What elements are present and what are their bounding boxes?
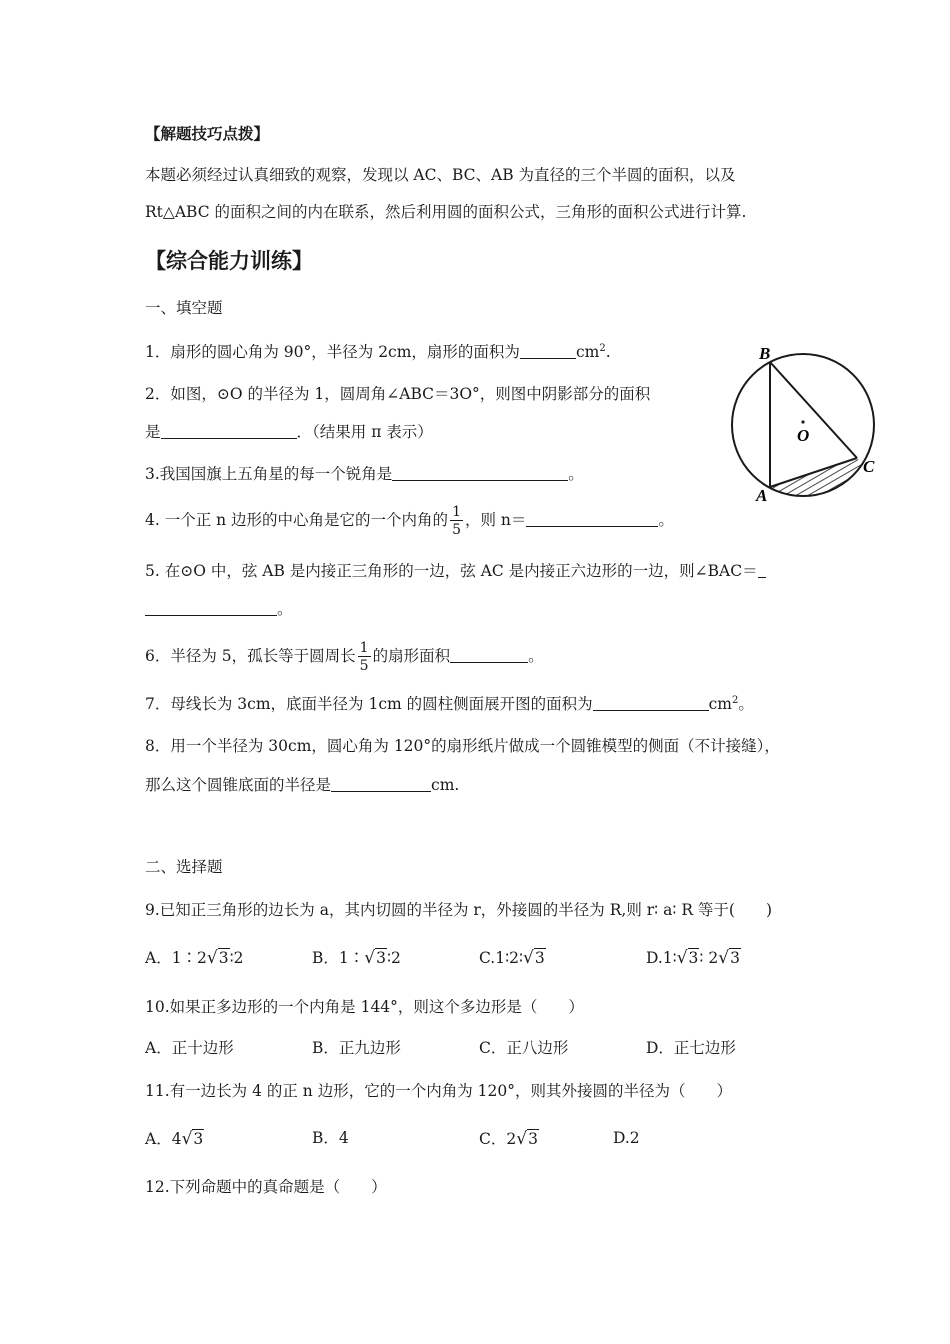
radicand: 3 <box>376 949 386 967</box>
choice-section-title: 二、选择题 <box>145 858 223 876</box>
option-11d[interactable]: D.2 <box>613 1129 640 1147</box>
period: 。 <box>658 511 674 529</box>
option-text: C．2 <box>479 1130 517 1148</box>
question-11: 11.有一边长为 4 的正 n 边形，它的一个内角为 120°，则其外接圆的半径为（ ） <box>145 1082 732 1100</box>
unit-cm: cm. <box>431 776 460 794</box>
period: 。 <box>738 695 754 713</box>
question-9-options <box>145 950 845 972</box>
question-10-options <box>145 1041 845 1061</box>
label-a: A <box>756 486 768 504</box>
question-4-text: 4. 一个正 n 边形的中心角是它的一个内角的 <box>145 511 449 529</box>
answer-blank-8[interactable] <box>331 777 431 792</box>
answer-blank-5-start[interactable] <box>758 563 766 578</box>
sqrt-3: √3 <box>523 948 545 968</box>
option-text: A．4 <box>145 1130 182 1148</box>
option-11c[interactable] <box>479 1131 539 1148</box>
period: . <box>605 343 611 361</box>
radicand: 3 <box>534 949 545 967</box>
tips-heading: 【解题技巧点拨】 <box>145 124 270 143</box>
question-2: 2．如图，⊙O 的半径为 1，圆周角∠ABC＝3O°，则图中阴影部分的面积 <box>145 385 651 403</box>
answer-blank-3[interactable] <box>392 466 568 481</box>
question-6-text: 6．半径为 5，孤长等于圆周长 <box>145 647 356 665</box>
question-4-mid: ，则 n＝ <box>464 511 527 529</box>
sqrt-3: √3 <box>206 948 229 968</box>
question-5-text: 5. 在⊙O 中，弦 AB 是内接正三角形的一边，弦 AC 是内接正六边形的一边，则∠BAC＝ <box>145 562 758 580</box>
period: 。 <box>277 600 293 618</box>
fill-section-title: 一、填空题 <box>145 299 223 317</box>
option-10a[interactable]: A．正十边形 <box>145 1039 234 1057</box>
question-2-cont <box>145 424 433 441</box>
radicand: 3 <box>730 949 740 967</box>
question-5-cont <box>145 601 293 618</box>
circle-figure <box>725 342 883 504</box>
question-3-text: 3.我国国旗上五角星的每一个锐角是 <box>145 465 393 483</box>
option-11a[interactable] <box>145 1131 204 1148</box>
question-3 <box>145 466 584 483</box>
question-2-suffix: ．（结果用 π 表示） <box>296 423 433 441</box>
answer-blank-2[interactable] <box>161 424 297 439</box>
option-text: ∶ 2 <box>699 949 719 967</box>
question-5 <box>145 563 766 580</box>
question-11-options <box>145 1131 845 1153</box>
unit-sup: 2 <box>599 342 606 354</box>
question-4 <box>145 505 674 537</box>
question-8-cont <box>145 777 459 794</box>
option-10d[interactable]: D．正七边形 <box>646 1039 736 1057</box>
option-10b[interactable]: B．正九边形 <box>312 1039 401 1057</box>
label-b: B <box>759 344 771 363</box>
tips-line-1: 本题必须经过认真细致的观察，发现以 AC、BC、AB 为直径的三个半圆的面积，以及 <box>145 166 736 184</box>
question-12: 12.下列命题中的真命题是（ ） <box>145 1178 387 1196</box>
question-6 <box>145 641 544 673</box>
tips-line-2: Rt△ABC 的面积之间的内在联系，然后利用圆的面积公式，三角形的面积公式进行计算. <box>145 203 747 221</box>
radicand: 3 <box>193 1130 204 1148</box>
option-text: C.1∶2∶ <box>479 949 524 967</box>
question-2-prefix: 是 <box>145 423 161 441</box>
radicand: 3 <box>528 1130 538 1148</box>
fraction-one-fifth <box>450 505 463 537</box>
question-1 <box>145 344 611 361</box>
option-11b[interactable]: B．4 <box>312 1129 349 1147</box>
option-10c[interactable]: C．正八边形 <box>479 1039 569 1057</box>
answer-blank-5[interactable] <box>145 601 277 616</box>
radicand: 3 <box>218 949 229 967</box>
fraction-one-fifth <box>358 641 371 673</box>
fraction-numerator: 1 <box>452 504 461 520</box>
answer-blank-4[interactable] <box>526 512 658 527</box>
option-text: B．1∶ <box>312 949 365 967</box>
unit-cm: cm <box>575 343 600 361</box>
question-7-text: 7．母线长为 3cm，底面半径为 1cm 的圆柱侧面展开图的面积为 <box>145 695 593 713</box>
chord-bc <box>770 362 857 458</box>
option-text: A．1∶2 <box>145 949 207 967</box>
question-8-text: 那么这个圆锥底面的半径是 <box>145 776 332 794</box>
option-9b[interactable] <box>312 950 401 967</box>
period: 。 <box>568 465 584 483</box>
answer-blank-7[interactable] <box>593 696 709 711</box>
unit-cm: cm <box>708 695 733 713</box>
training-heading: 【综合能力训练】 <box>145 249 313 273</box>
sqrt-3: √3 <box>718 948 740 968</box>
fraction-numerator: 1 <box>359 640 369 656</box>
sqrt-3: √3 <box>676 948 699 968</box>
label-c: C <box>863 457 875 476</box>
question-10: 10.如果正多边形的一个内角是 144°，则这个多边形是（ ） <box>145 998 584 1016</box>
option-text: ∶2 <box>386 949 401 967</box>
radicand: 3 <box>688 949 699 967</box>
option-9d[interactable] <box>646 950 741 967</box>
question-1-text: 1．扇形的圆心角为 90°，半径为 2cm，扇形的面积为 <box>145 343 520 361</box>
center-point <box>801 420 804 423</box>
fraction-denominator: 5 <box>359 658 369 674</box>
option-9c[interactable] <box>479 950 546 967</box>
question-6-mid: 的扇形面积 <box>372 647 451 665</box>
period: 。 <box>528 647 544 665</box>
question-9: 9.已知正三角形的边长为 a，其内切圆的半径为 r，外接圆的半径为 R,则 r∶ a∶ R 等于( ) <box>145 901 773 919</box>
question-8: 8．用一个半径为 30cm，圆心角为 120°的扇形纸片做成一个圆锥模型的侧面（不计接缝）， <box>145 737 780 755</box>
answer-blank-6[interactable] <box>450 648 528 663</box>
question-7 <box>145 696 754 713</box>
unit-sup: 2 <box>732 694 739 706</box>
label-o: O <box>797 426 810 445</box>
option-9a[interactable] <box>145 950 244 967</box>
option-text: ∶2 <box>229 949 244 967</box>
fraction-denominator: 5 <box>452 522 461 538</box>
sqrt-3: √3 <box>364 948 386 968</box>
answer-blank-1[interactable] <box>520 344 576 359</box>
sqrt-3: √3 <box>516 1129 538 1149</box>
option-text: D.1∶ <box>646 949 677 967</box>
sqrt-3: √3 <box>181 1129 204 1149</box>
